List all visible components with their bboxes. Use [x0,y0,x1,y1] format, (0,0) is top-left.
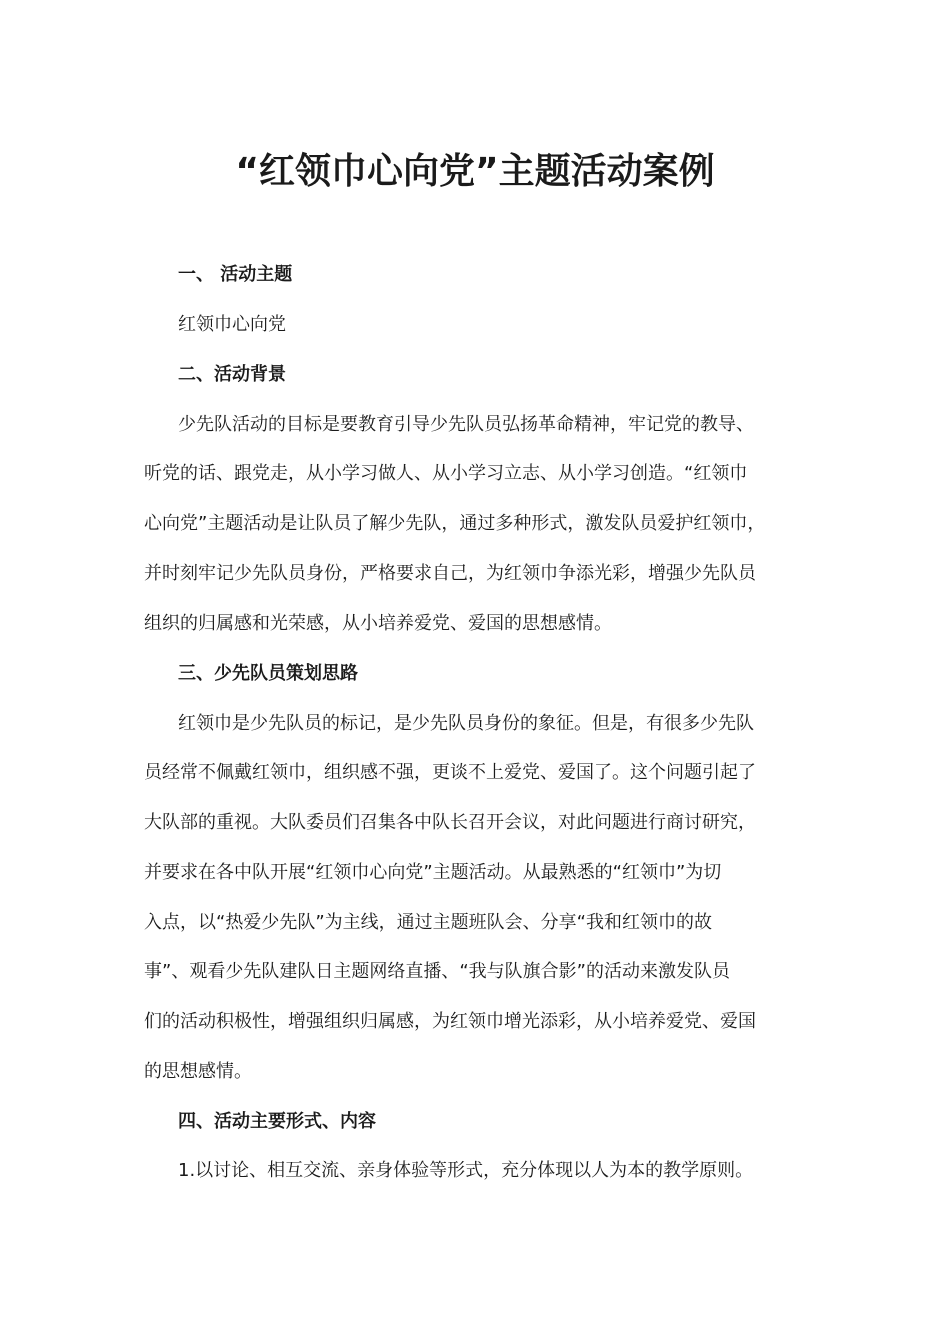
section-4-heading: 四、活动主要形式、内容 [178,1111,376,1132]
section-2-line: 少先队活动的目标是要教育引导少先队员弘扬革命精神，牢记党的教导、 [178,414,754,435]
section-2-line: 组织的归属感和光荣感，从小培养爱党、爱国的思想感情。 [144,613,612,634]
section-3-line: 员经常不佩戴红领巾，组织感不强，更谈不上爱党、爱国了。这个问题引起了 [144,762,756,783]
section-3-line: 大队部的重视。大队委员们召集各中队长召开会议，对此问题进行商讨研究， [144,812,756,833]
section-2-line: 并时刻牢记少先队员身份，严格要求自己，为红领巾争添光彩，增强少先队员 [144,563,756,584]
section-3-line: 们的活动积极性，增强组织归属感，为红领巾增光添彩，从小培养爱党、爱国 [144,1011,756,1032]
section-2-line: 听党的话、跟党走，从小学习做人、从小学习立志、从小学习创造。“红领巾 [144,463,748,484]
document-title: “红领巾心向党”主题活动案例 [235,151,715,192]
section-2-heading: 二、活动背景 [178,364,286,385]
section-1-heading: 一、 活动主题 [178,264,293,285]
section-4-line: 1.以讨论、相互交流、亲身体验等形式，充分体现以人为本的教学原则。 [178,1160,754,1181]
section-3-line: 红领巾是少先队员的标记，是少先队员身份的象征。但是，有很多少先队 [178,713,754,734]
section-2-line: 心向党”主题活动是让队员了解少先队，通过多种形式，激发队员爱护红领巾， [144,513,766,534]
section-1-body: 红领巾心向党 [178,314,286,335]
section-3-heading: 三、少先队员策划思路 [178,663,358,684]
section-3-line: 入点，以“热爱少先队”为主线，通过主题班队会、分享“我和红领巾的故 [144,912,712,933]
section-3-line: 并要求在各中队开展“红领巾心向党”主题活动。从最熟悉的“红领巾”为切 [144,862,722,883]
section-3-line: 事”、观看少先队建队日主题网络直播、“我与队旗合影”的活动来激发队员 [144,961,730,982]
section-3-line: 的思想感情。 [144,1061,252,1082]
